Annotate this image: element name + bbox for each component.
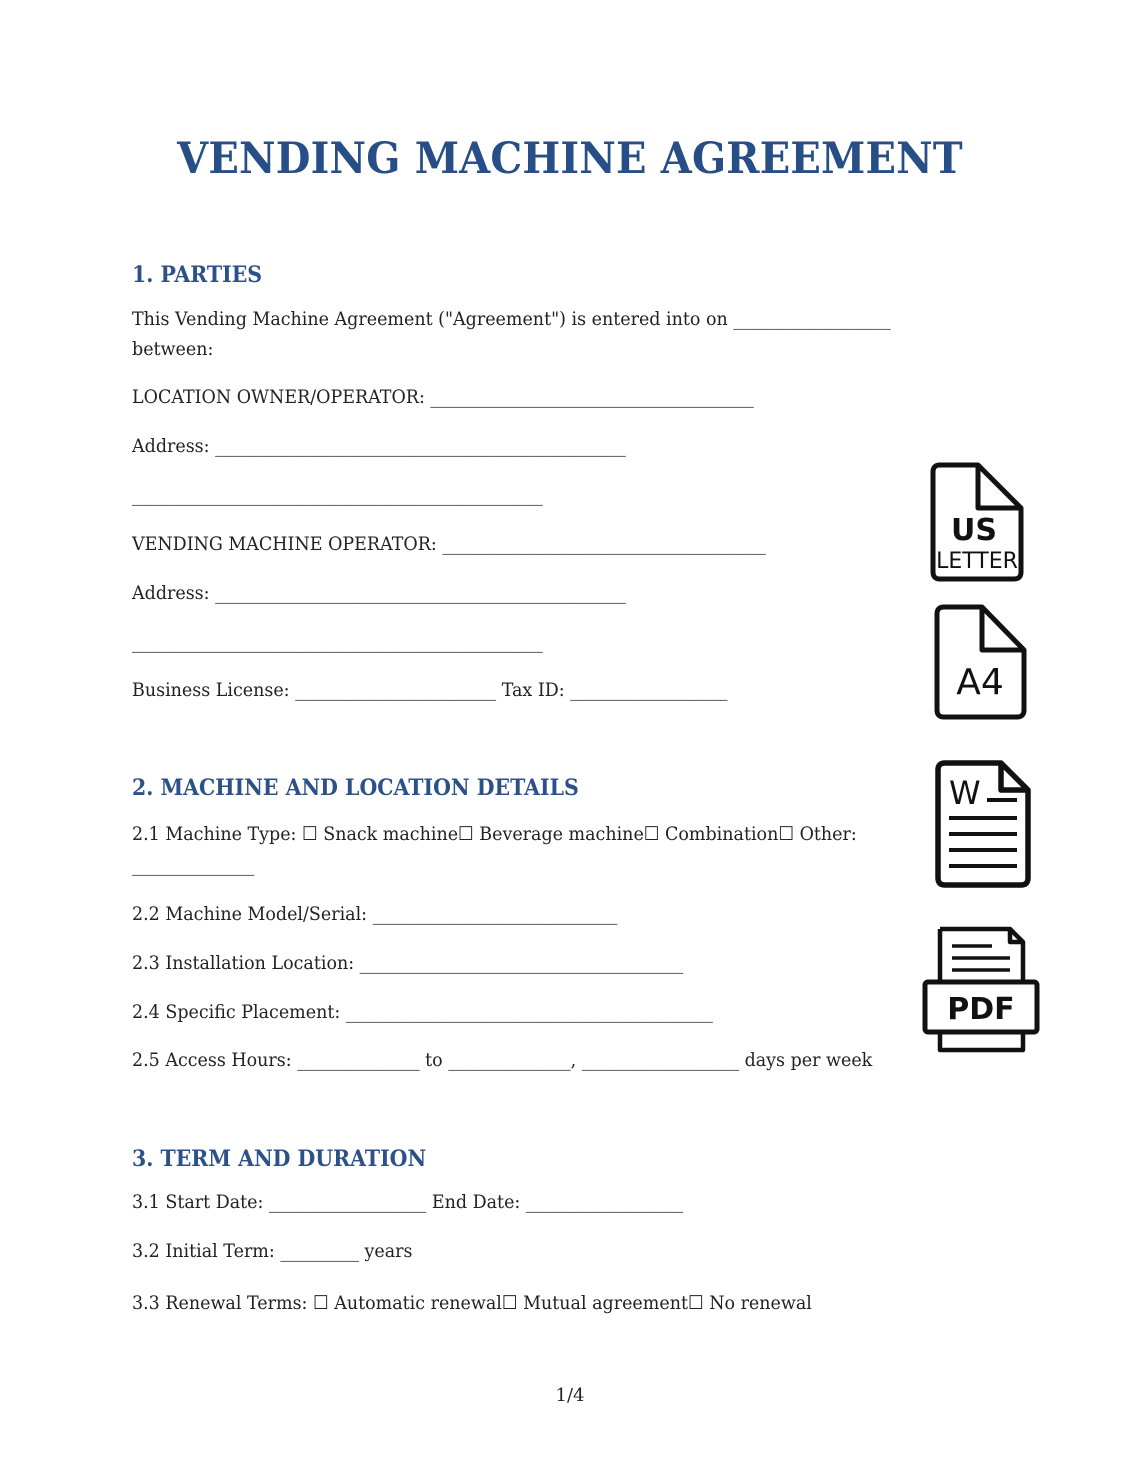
section-heading-term-duration: 3. TERM AND DURATION <box>132 1146 427 1172</box>
vending-operator-address-field: Address: _______________________________________________ <box>132 582 626 604</box>
a4-file-icon <box>934 604 1030 722</box>
machine-model-field: 2.2 Machine Model/Serial: ____________________________ <box>132 903 618 925</box>
specific-placement-field: 2.4 Specific Placement: __________________________________________ <box>132 1001 713 1023</box>
svg-text:A4: A4 <box>956 662 1004 703</box>
machine-type-field: 2.1 Machine Type: ☐ Snack machine☐ Beverage machine☐ Combination☐ Other: <box>132 823 857 845</box>
svg-text:W: W <box>949 774 981 812</box>
word-document-icon <box>935 760 1033 890</box>
initial-term-field: 3.2 Initial Term: _________ years <box>132 1240 413 1262</box>
svg-text:LETTER: LETTER <box>936 549 1018 574</box>
business-license-tax-id-field: Business License: _______________________ Tax ID: __________________ <box>132 679 728 701</box>
intro-line: This Vending Machine Agreement ("Agreement") is entered into on __________________ <box>132 308 891 330</box>
section-heading-parties: 1. PARTIES <box>132 262 263 288</box>
vending-operator-field: VENDING MACHINE OPERATOR: _____________________________________ <box>132 533 766 555</box>
page-number: 1/4 <box>555 1385 585 1406</box>
svg-text:PDF: PDF <box>947 992 1015 1027</box>
start-end-date-field: 3.1 Start Date: __________________ End Date: __________________ <box>132 1191 684 1213</box>
location-owner-field: LOCATION OWNER/OPERATOR: _____________________________________ <box>132 386 754 408</box>
intro-between-line: between: <box>132 338 214 360</box>
installation-location-field: 2.3 Installation Location: _____________________________________ <box>132 952 684 974</box>
us-letter-file-icon <box>930 462 1026 584</box>
svg-text:US: US <box>951 513 997 548</box>
page-title: VENDING MACHINE AGREEMENT <box>177 134 963 184</box>
location-owner-address-line2: _______________________________________________ <box>132 484 543 506</box>
section-heading-machine-location: 2. MACHINE AND LOCATION DETAILS <box>132 775 579 801</box>
pdf-printer-icon <box>922 926 1040 1054</box>
vending-operator-address-line2: _______________________________________________ <box>132 631 543 653</box>
location-owner-address-field: Address: _______________________________________________ <box>132 435 626 457</box>
renewal-terms-field: 3.3 Renewal Terms: ☐ Automatic renewal☐ Mutual agreement☐ No renewal <box>132 1292 812 1314</box>
machine-type-other-line: ______________ <box>132 854 255 876</box>
access-hours-field: 2.5 Access Hours: ______________ to ______________, __________________ days per week <box>132 1049 873 1071</box>
